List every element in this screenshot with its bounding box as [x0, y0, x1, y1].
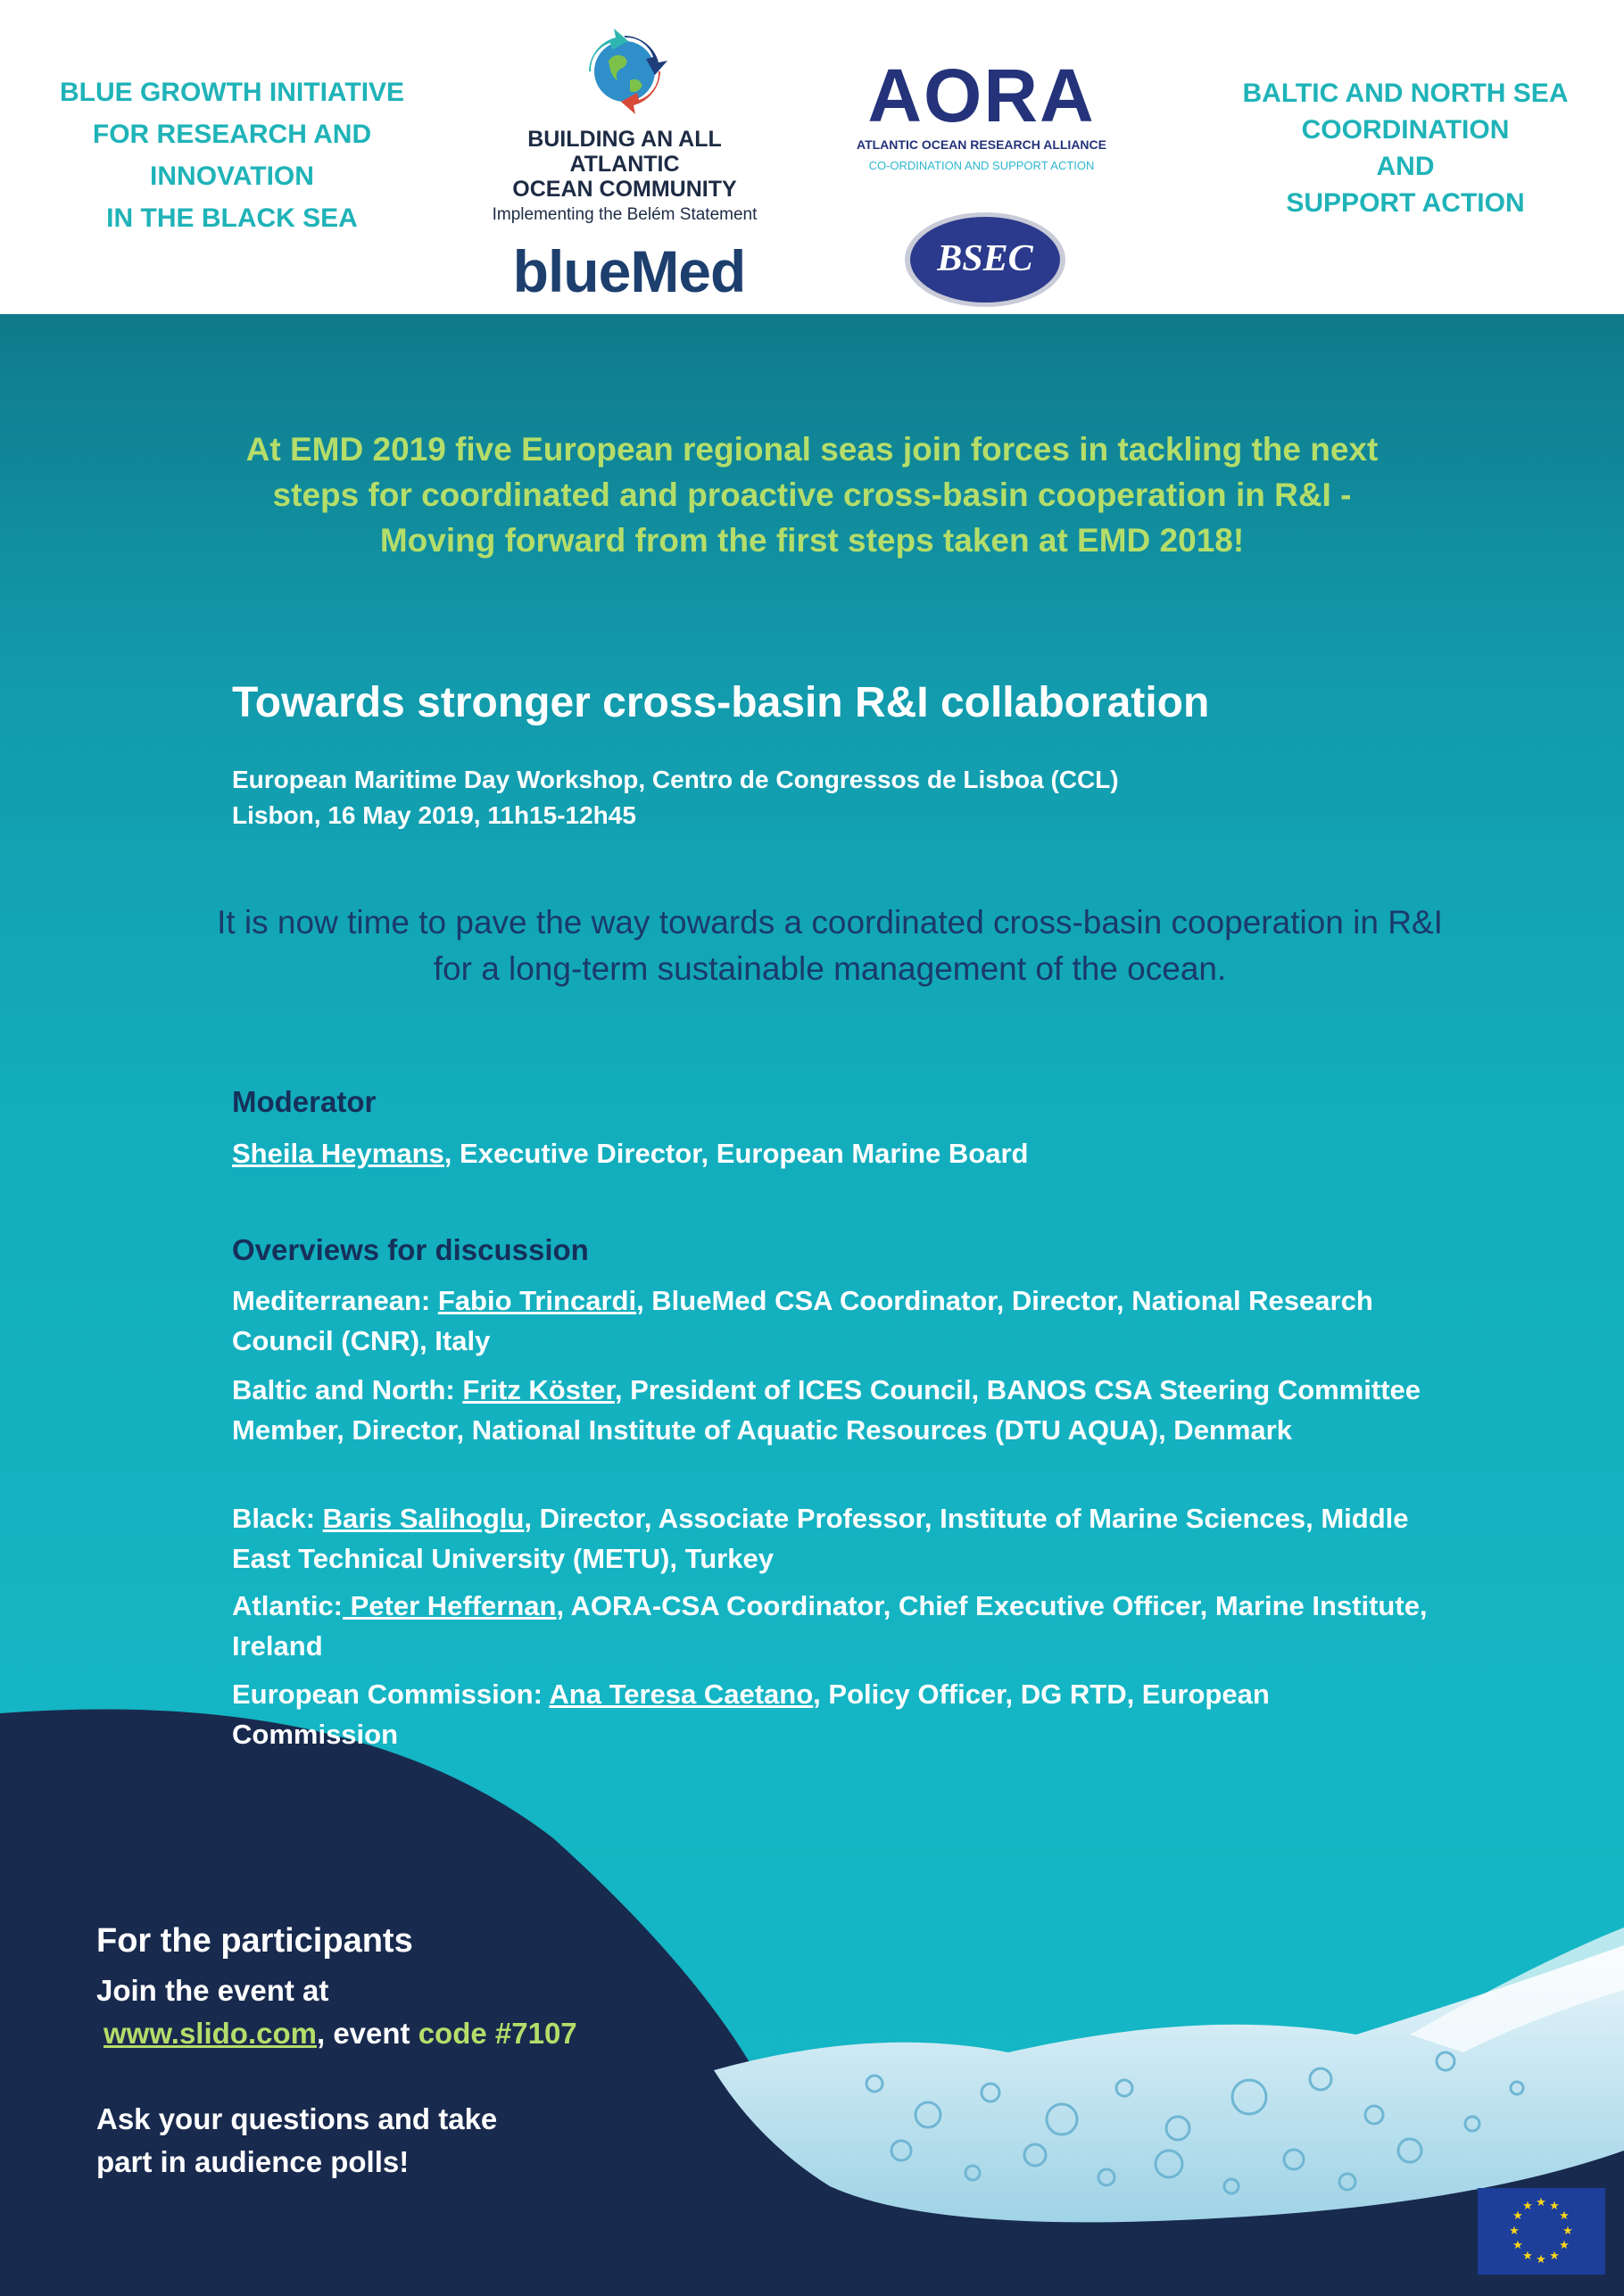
svg-text:★: ★: [1549, 2200, 1560, 2213]
speaker-role: , Director, Associate Professor, Institute of Marine Sciences, Middle East Technical University (METU), Turkey: [232, 1503, 1409, 1574]
svg-text:★: ★: [1536, 2196, 1546, 2209]
svg-text:★: ★: [1522, 2250, 1533, 2263]
speaker-role: , BlueMed CSA Coordinator, Director, National Research Council (CNR), Italy: [232, 1285, 1373, 1356]
participants-heading: For the participants: [96, 1922, 413, 1960]
speaker-name-link[interactable]: Peter Heffernan: [343, 1590, 557, 1621]
participants-join-text: Join the event at: [96, 1974, 329, 2007]
svg-text:★: ★: [1559, 2209, 1570, 2223]
moderator-name-link[interactable]: Sheila Heymans: [232, 1138, 444, 1169]
aora-logo: AORA ATLANTIC OCEAN RESEARCH ALLIANCE CO-ORDINATION AND SUPPORT ACTION: [857, 54, 1106, 172]
slido-link[interactable]: www.slido.com: [104, 2017, 317, 2050]
svg-text:★: ★: [1559, 2239, 1570, 2252]
event-title: Towards stronger cross-basin R&I collaboration: [232, 679, 1210, 726]
speaker-name-link[interactable]: Baris Salihoglu: [322, 1503, 525, 1534]
overview-item-atlantic: [232, 1586, 1428, 1666]
eu-flag-logo: [1478, 2188, 1605, 2275]
moderator-role: , Executive Director, European Marine Board: [443, 1138, 1029, 1169]
speaker-role: , AORA-CSA Coordinator, Chief Executive Officer, Marine Institute, Ireland: [232, 1590, 1428, 1662]
event-venue: European Maritime Day Workshop, Centro de Congressos de Lisboa (CCL): [232, 766, 1119, 793]
baltic-north-sea-label: BALTIC AND NORTH SEA COORDINATION AND SUPPORT ACTION: [1242, 79, 1569, 218]
svg-text:★: ★: [1522, 2200, 1533, 2213]
moderator-heading: Moderator: [232, 1085, 377, 1118]
participants-link-line: [104, 2017, 577, 2051]
svg-text:★: ★: [1512, 2209, 1523, 2223]
overview-region: Baltic and North:: [232, 1374, 463, 1405]
moderator-entry: [232, 1133, 1428, 1173]
speaker-name-link[interactable]: Fritz Köster: [462, 1374, 615, 1405]
participants-ask-line-1: Ask your questions and take: [96, 2102, 498, 2135]
speaker-role: , Policy Officer, DG RTD, European Commission: [232, 1678, 1270, 1750]
intro-statement: At EMD 2019 five European regional seas join forces in tackling the next steps for coordinated and proactive cross-basin cooperation in R&I - Moving forward from the first steps taken at EMD 2018!: [245, 431, 1379, 559]
eu-stars-icon: [1478, 2188, 1605, 2275]
atlantic-community-logo: BUILDING AN ALL ATLANTIC OCEAN COMMUNITY Implementing the Belém Statement: [492, 127, 758, 224]
speaker-name-link[interactable]: Fabio Trincardi: [437, 1285, 637, 1316]
overviews-heading: Overviews for discussion: [232, 1233, 589, 1266]
vision-quote: It is now time to pave the way towards a coordinated cross-basin cooperation in R&I for a long-term sustainable management of the ocean.: [217, 904, 1443, 987]
bluemed-logo: blueMed: [512, 238, 746, 304]
svg-text:★: ★: [1536, 2253, 1546, 2267]
overview-item-black: [232, 1498, 1428, 1579]
svg-text:★: ★: [1549, 2250, 1560, 2263]
overview-item-mediterranean: [232, 1281, 1428, 1361]
event-date-time: Lisbon, 16 May 2019, 11h15-12h45: [232, 801, 636, 829]
participants-ask-line-2: part in audience polls!: [96, 2145, 410, 2178]
overview-item-european-commission: [232, 1674, 1428, 1754]
svg-text:★: ★: [1562, 2225, 1573, 2238]
svg-text:★: ★: [1512, 2239, 1523, 2252]
speaker-role: , President of ICES Council, BANOS CSA Steering Committee Member, Director, National Institute of Aquatic Resources (DTU AQUA), Denmark: [232, 1374, 1421, 1446]
speaker-name-link[interactable]: Ana Teresa Caetano: [549, 1678, 814, 1710]
event-text: , event: [316, 2017, 418, 2050]
bsec-logo-text: BSEC: [937, 238, 1033, 279]
overview-region: Mediterranean:: [232, 1285, 438, 1316]
overview-region: European Commission:: [232, 1678, 550, 1710]
overview-region: Atlantic:: [232, 1590, 343, 1621]
svg-text:★: ★: [1509, 2225, 1520, 2238]
black-sea-initiative-label: BLUE GROWTH INITIATIVE FOR RESEARCH AND INNOVATION IN THE BLACK SEA: [59, 78, 405, 233]
overview-region: Black:: [232, 1503, 323, 1534]
event-code: code #7107: [418, 2017, 577, 2050]
overview-item-baltic-north: [232, 1370, 1428, 1450]
